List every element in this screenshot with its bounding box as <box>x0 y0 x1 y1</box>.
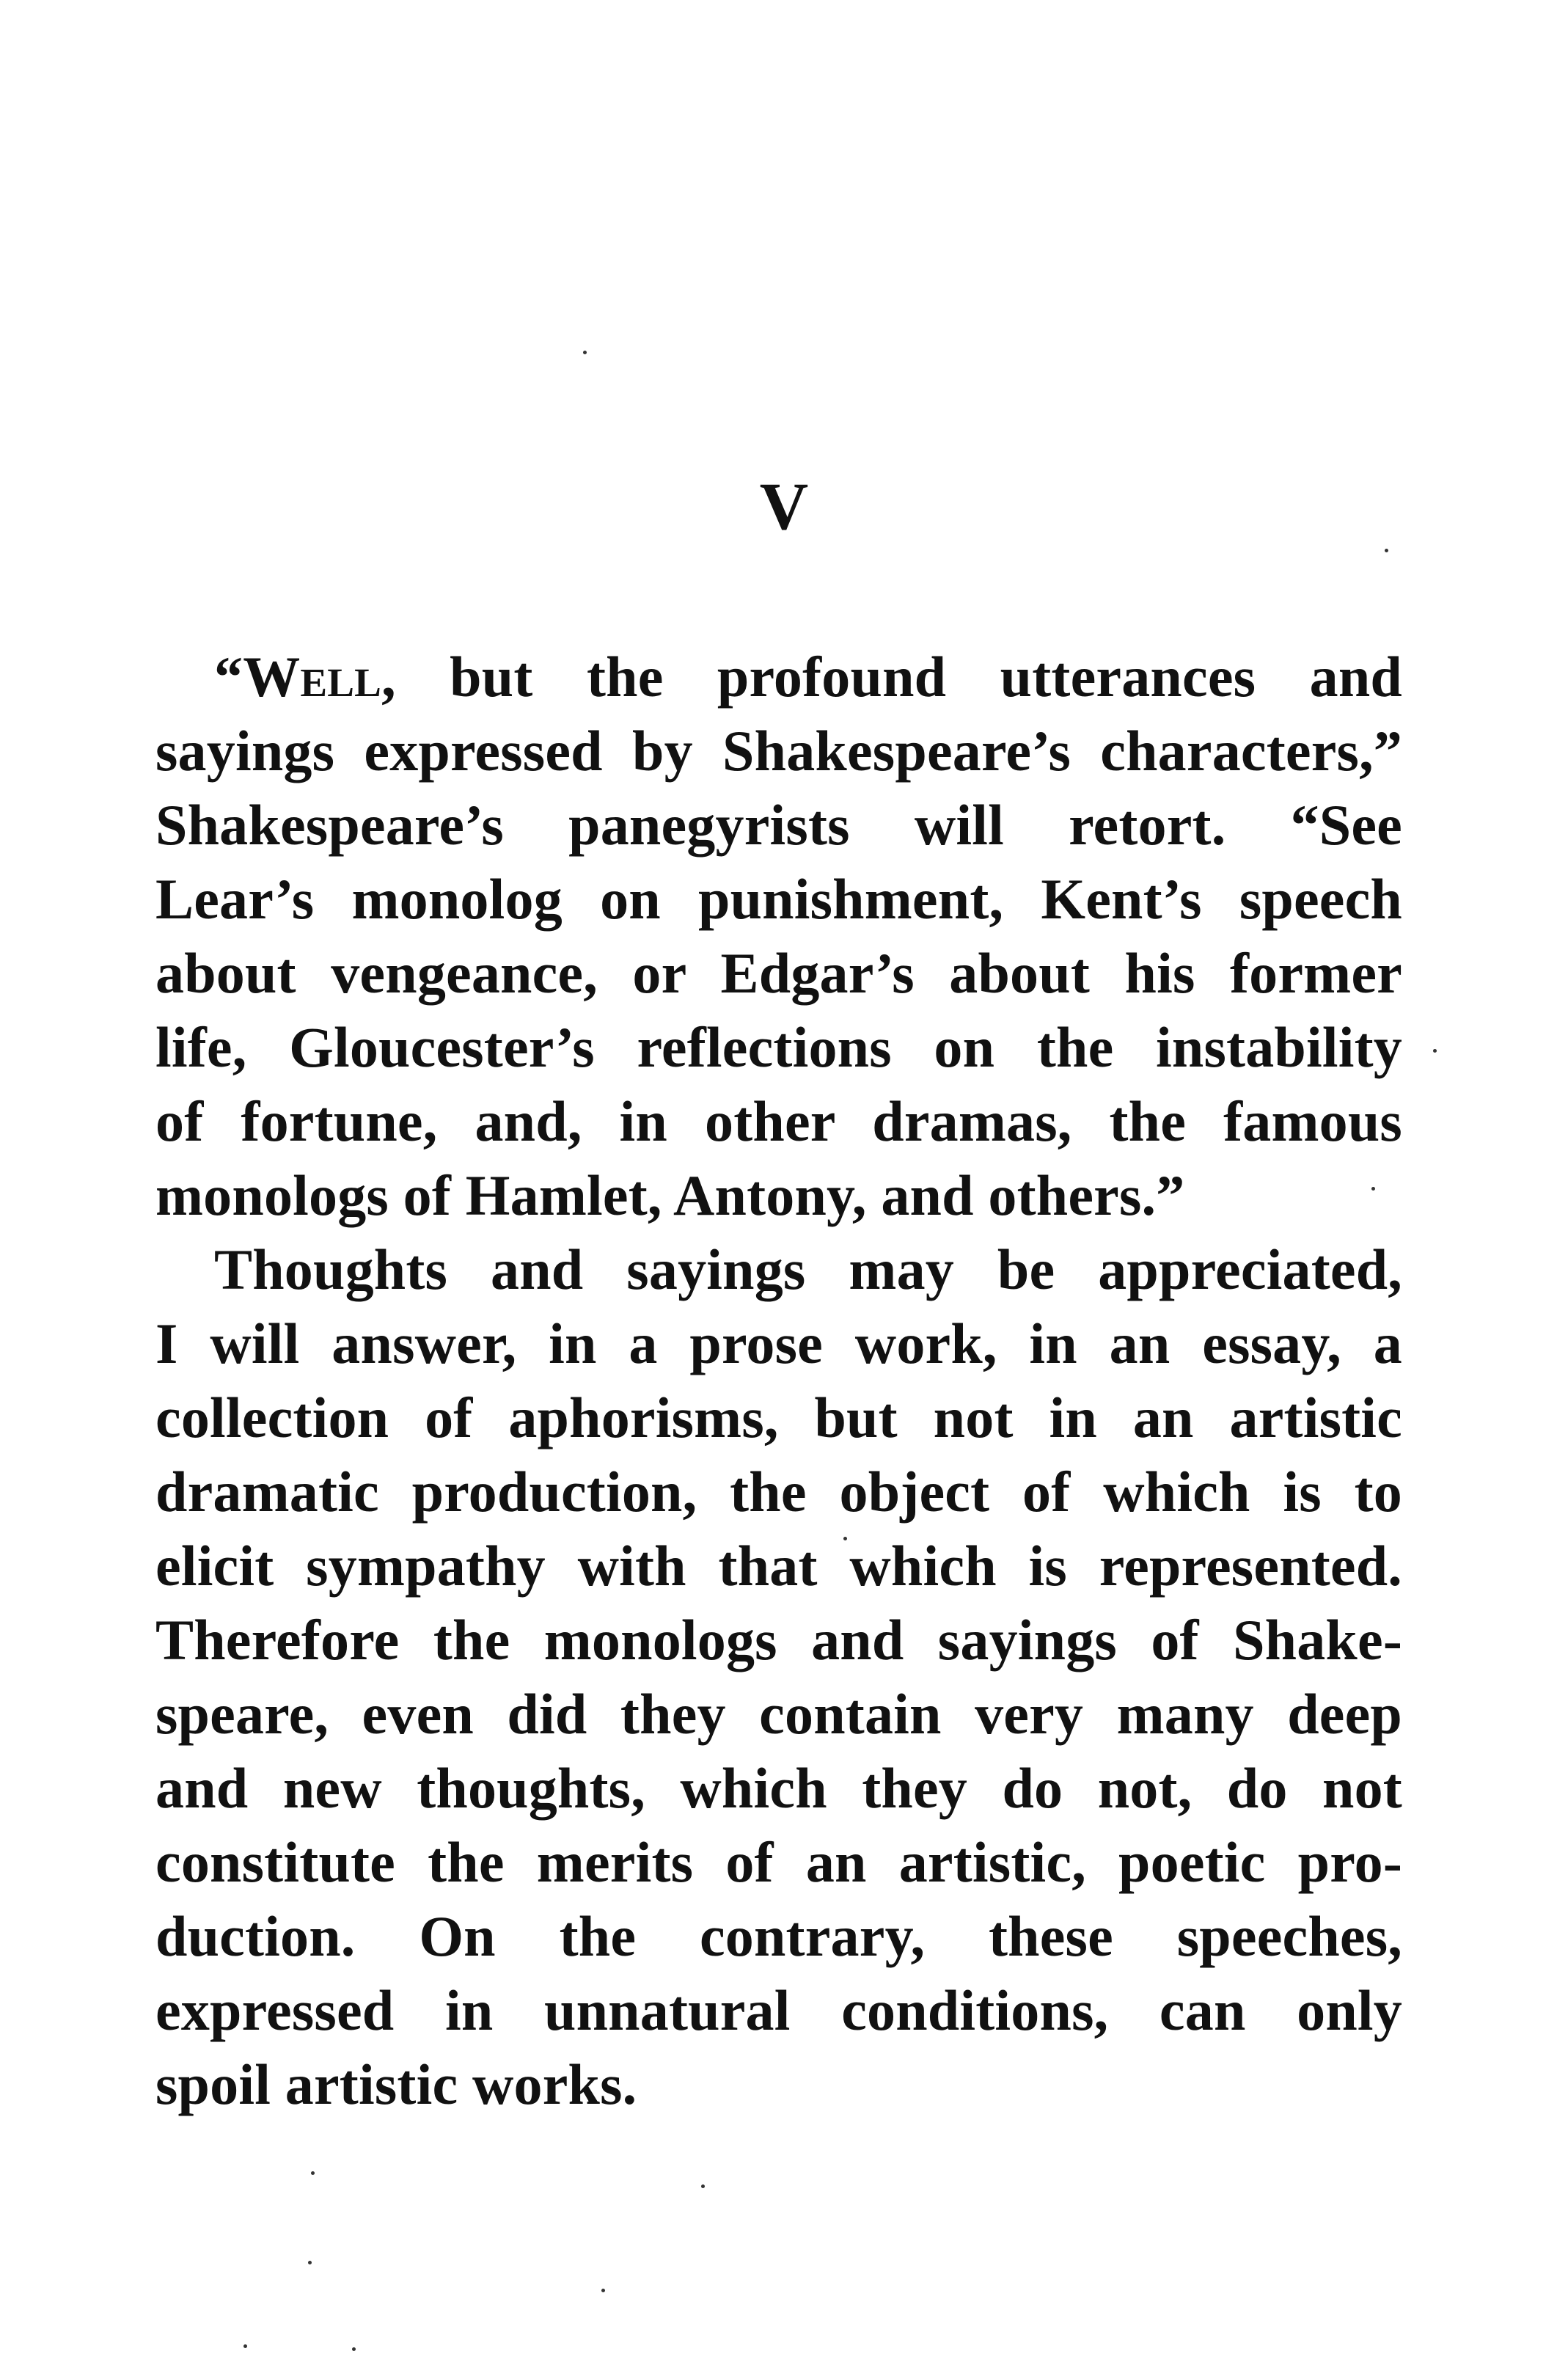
paragraph-line: and new thoughts, which they do not, do not <box>155 1756 1402 1820</box>
paragraph-line: monologs of Hamlet, Antony, and others.” <box>155 1163 1185 1227</box>
paragraph-line: speare, even did they contain very many deep <box>155 1682 1402 1746</box>
paragraph-line: of fortune, and, in other dramas, the famous <box>155 1089 1402 1153</box>
small-caps-word: Well <box>243 645 382 709</box>
line-text: , but the profound utterances and <box>381 645 1402 709</box>
paragraph-line: spoil artistic works. <box>155 2052 637 2116</box>
scan-speck <box>352 2347 356 2351</box>
paragraph-line: sayings expressed by Shakespeare’s characters,” <box>155 719 1402 783</box>
scan-speck <box>311 2171 315 2175</box>
chapter-heading: V <box>759 469 809 544</box>
paragraph-line: life, Gloucester’s reflections on the instability <box>155 1015 1402 1079</box>
paragraph-line: duction. On the contrary, these speeches, <box>155 1904 1402 1968</box>
paragraph-line: constitute the merits of an artistic, poetic pro- <box>155 1830 1402 1894</box>
scan-speck <box>1385 549 1388 552</box>
body-text <box>155 640 1402 2121</box>
paragraph-line: Lear’s monolog on punishment, Kent’s speech <box>155 867 1402 931</box>
paragraph-line: collection of aphorisms, but not in an artistic <box>155 1386 1402 1449</box>
scan-speck <box>583 351 587 354</box>
paragraph-line: expressed in unnatural conditions, can only <box>155 1978 1402 2042</box>
scan-speck <box>601 2289 605 2292</box>
paragraph-line: elicit sympathy with that which is represented. <box>155 1534 1402 1598</box>
paragraph-line: Shakespeare’s panegyrists will retort. “See <box>155 793 1402 857</box>
paragraph-line <box>155 640 1402 714</box>
scan-speck <box>243 2344 247 2348</box>
paragraph-line: I will answer, in a prose work, in an essay, a <box>155 1312 1402 1375</box>
paragraph-line: Thoughts and sayings may be appreciated, <box>214 1237 1402 1301</box>
opening-quote: “ <box>214 645 243 709</box>
paragraph-line: Therefore the monologs and sayings of Shake- <box>155 1608 1402 1672</box>
paragraph-line: dramatic production, the object of which is to <box>155 1460 1402 1524</box>
scan-speck <box>1433 1049 1437 1053</box>
scan-speck <box>701 2184 705 2188</box>
scan-speck <box>308 2261 312 2264</box>
paragraph-line: about vengeance, or Edgar’s about his former <box>155 941 1402 1005</box>
